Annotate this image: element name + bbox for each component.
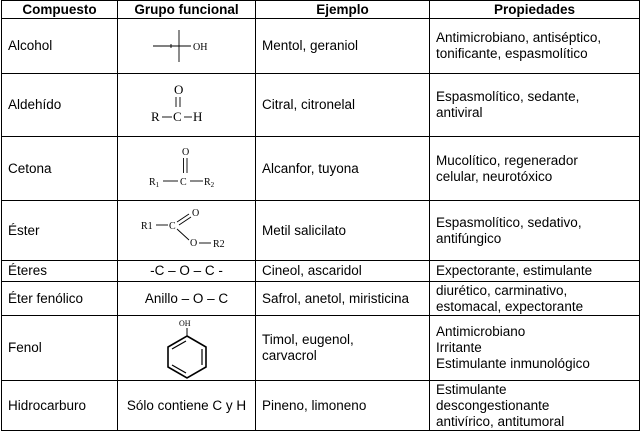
cell-compuesto: Cetona xyxy=(2,137,118,201)
cell-compuesto: Hidrocarburo xyxy=(2,381,118,431)
aldehido-h-label: H xyxy=(192,109,202,124)
cell-compuesto: Aldehído xyxy=(2,74,118,137)
cell-propiedades xyxy=(430,381,640,431)
cell-propiedades xyxy=(430,201,640,261)
propiedad-line: descongestionante xyxy=(436,397,550,413)
table-row-ester xyxy=(2,201,640,261)
propiedad-line: diurético, carminativo, xyxy=(436,282,568,298)
table-row-aldehido xyxy=(2,74,640,137)
cetona-structure-diagram xyxy=(147,143,227,195)
aldehido-structure-diagram xyxy=(147,79,227,131)
propiedad-line: Antimicrobiano, antiséptico, xyxy=(436,30,602,45)
header-ejemplo: Ejemplo xyxy=(256,1,430,19)
table-row-cetona xyxy=(2,137,640,201)
propiedad-line: celular, neurotóxico xyxy=(436,168,553,184)
cetona-c-label: C xyxy=(179,176,187,188)
table-row-hidrocarburo xyxy=(2,381,640,431)
propiedad-line: Estimulante inmunológico xyxy=(436,356,590,371)
cell-ejemplo: Safrol, anetol, miristicina xyxy=(256,282,430,316)
cell-ejemplo xyxy=(256,316,430,381)
cell-grupo-funcional xyxy=(118,19,256,74)
table-row-eter-fenolico xyxy=(2,282,640,316)
cell-grupo-funcional xyxy=(118,74,256,137)
propiedad-line: Irritante xyxy=(436,340,482,355)
cell-ejemplo: Mentol, geraniol xyxy=(256,19,430,74)
header-row xyxy=(2,1,640,19)
cell-grupo-funcional: Anillo – O – C xyxy=(118,282,256,316)
cetona-r2-label: $R_2$ xyxy=(203,176,214,189)
alcohol-structure-diagram xyxy=(147,24,227,68)
propiedad-line: Mucolítico, regenerador xyxy=(436,152,578,168)
cetona-o-label: O xyxy=(181,146,189,158)
header-propiedades: Propiedades xyxy=(430,1,640,19)
propiedad-line: antifúngico xyxy=(436,230,502,246)
ejemplo-line: Timol, eugenol, xyxy=(262,332,354,347)
ester-o-bottom-label: O xyxy=(189,237,197,249)
table-row-alcohol xyxy=(2,19,640,74)
aldehido-r-label: R xyxy=(150,109,160,124)
cell-propiedades xyxy=(430,137,640,201)
propiedad-line: Antimicrobiano xyxy=(436,324,526,339)
propiedad-line: antivírico, antitumoral xyxy=(436,413,565,429)
cell-propiedades xyxy=(430,19,640,74)
cell-ejemplo: Alcanfor, tuyona xyxy=(256,137,430,201)
cell-grupo-funcional xyxy=(118,137,256,201)
propiedad-line: antiviral xyxy=(436,105,483,120)
cell-compuesto: Éster xyxy=(2,201,118,261)
cell-compuesto: Éter fenólico xyxy=(2,282,118,316)
aldehido-c-label: C xyxy=(172,109,182,124)
cell-grupo-funcional xyxy=(118,201,256,261)
cell-ejemplo: Citral, citronelal xyxy=(256,74,430,137)
header-grupo-funcional: Grupo funcional xyxy=(118,1,256,19)
propiedad-line: Expectorante, estimulante xyxy=(436,263,593,278)
cell-grupo-funcional: Sólo contiene C y H xyxy=(118,381,256,431)
table-row-fenol xyxy=(2,316,640,381)
propiedad-line: Estimulante xyxy=(436,381,507,397)
table-row-eteres xyxy=(2,261,640,282)
cell-ejemplo: Metil salicilato xyxy=(256,201,430,261)
functional-groups-table xyxy=(1,0,640,431)
aldehido-o-label: O xyxy=(173,82,183,97)
cell-propiedades xyxy=(430,282,640,316)
fenol-structure-diagram xyxy=(157,318,217,378)
propiedad-line: Espasmolítico, sedante, xyxy=(436,89,580,104)
ester-r1-label: R1 xyxy=(140,220,153,232)
ester-o-top-label: O xyxy=(191,207,199,219)
cell-compuesto: Fenol xyxy=(2,316,118,381)
ester-r2-label: R2 xyxy=(212,238,225,250)
cell-ejemplo: Cineol, ascaridol xyxy=(256,261,430,282)
cell-ejemplo: Pineno, limoneno xyxy=(256,381,430,431)
cell-compuesto: Alcohol xyxy=(2,19,118,74)
ester-c-label: C xyxy=(168,220,176,232)
ester-structure-diagram xyxy=(139,206,235,256)
alcohol-oh-label: OH xyxy=(192,42,207,53)
cell-compuesto: Éteres xyxy=(2,261,118,282)
ejemplo-line: carvacrol xyxy=(262,348,317,363)
cell-propiedades xyxy=(430,316,640,381)
cell-grupo-funcional xyxy=(118,316,256,381)
fenol-oh-label: OH xyxy=(178,319,191,328)
cetona-r1-label: $R_1$ xyxy=(148,176,159,189)
cell-propiedades xyxy=(430,261,640,282)
header-compuesto: Compuesto xyxy=(2,1,118,19)
propiedad-line: Espasmolítico, sedativo, xyxy=(436,214,582,230)
cell-propiedades xyxy=(430,74,640,137)
cell-grupo-funcional: -C – O – C - xyxy=(118,261,256,282)
propiedad-line: estomacal, expectorante xyxy=(436,298,584,314)
propiedad-line: tonificante, espasmolítico xyxy=(436,46,588,61)
